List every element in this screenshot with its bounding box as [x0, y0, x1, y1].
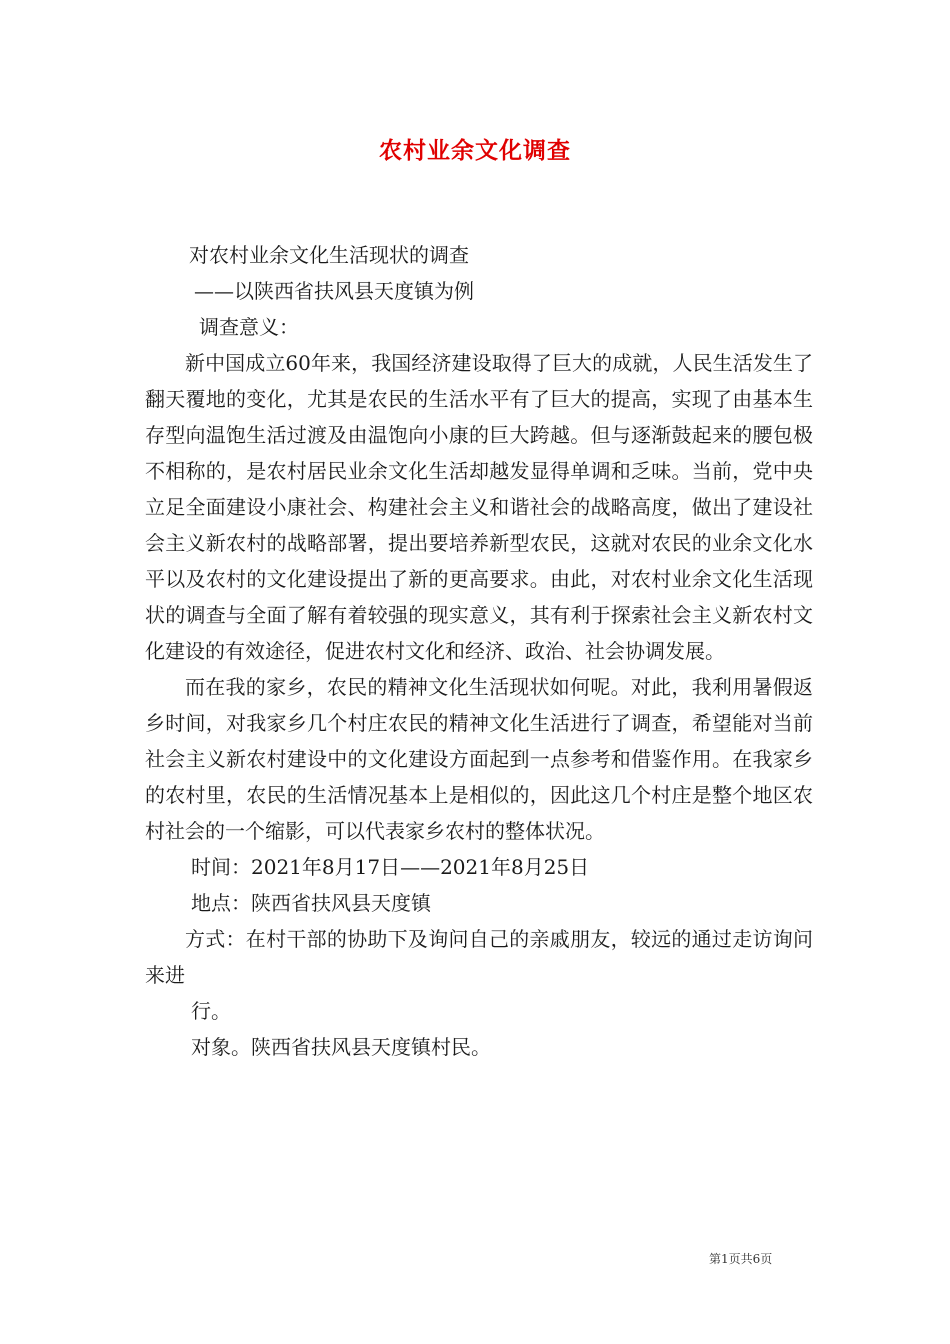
survey-method-continued: 行。 [191, 999, 231, 1023]
report-subheading: ——以陕西省扶风县天度镇为例 [194, 279, 474, 303]
page-number: 第1页共6页 [709, 1252, 773, 1266]
survey-method: 方式：在村干部的协助下及询问自己的亲戚朋友，较远的通过走访询问来进 [145, 927, 813, 987]
report-heading: 对农村业余文化生活现状的调查 [189, 243, 469, 267]
section-label: 调查意义： [199, 315, 299, 339]
paragraph-significance: 新中国成立60年来，我国经济建设取得了巨大的成就，人民生活发生了翻天覆地的变化，尤其是农民的生活水平有了巨大的提高，实现了由基本生存型向温饱生活过渡及由温饱向小康的巨大跨越。但与逐渐鼓起来的腰包极不相称的，是农村居民业余文化生活却越发显得单调和乏味。当前，党中央立足全面建设小康社会、构建社会主义和谐社会的战略高度，做出了建设社会主义新农村的战略部署，提出要培养新型农民，这就对农民的业余文化水平以及农村的文化建设提出了新的更高要求。由此，对农村业余文化生活现状的调查与全面了解有着较强的现实意义，其有利于探索社会主义新农村文化建设的有效途径，促进农村文化和经济、政治、社会协调发展。 [145, 351, 813, 663]
paragraph-hometown: 而在我的家乡，农民的精神文化生活现状如何呢。对此，我利用暑假返乡时间，对我家乡几个村庄农民的精神文化生活进行了调查，希望能对当前社会主义新农村建设中的文化建设方面起到一点参考和借鉴作用。在我家乡的农村里，农民的生活情况基本上是相似的，因此这几个村庄是整个地区农村社会的一个缩影，可以代表家乡农村的整体状况。 [145, 675, 813, 843]
document-body [145, 237, 813, 1065]
survey-target: 对象。陕西省扶风县天度镇村民。 [191, 1035, 491, 1059]
survey-place: 地点：陕西省扶风县天度镇 [191, 891, 431, 915]
survey-time: 时间：2021年8月17日——2021年8月25日 [191, 855, 590, 879]
document-title: 农村业余文化调查 [379, 137, 571, 164]
